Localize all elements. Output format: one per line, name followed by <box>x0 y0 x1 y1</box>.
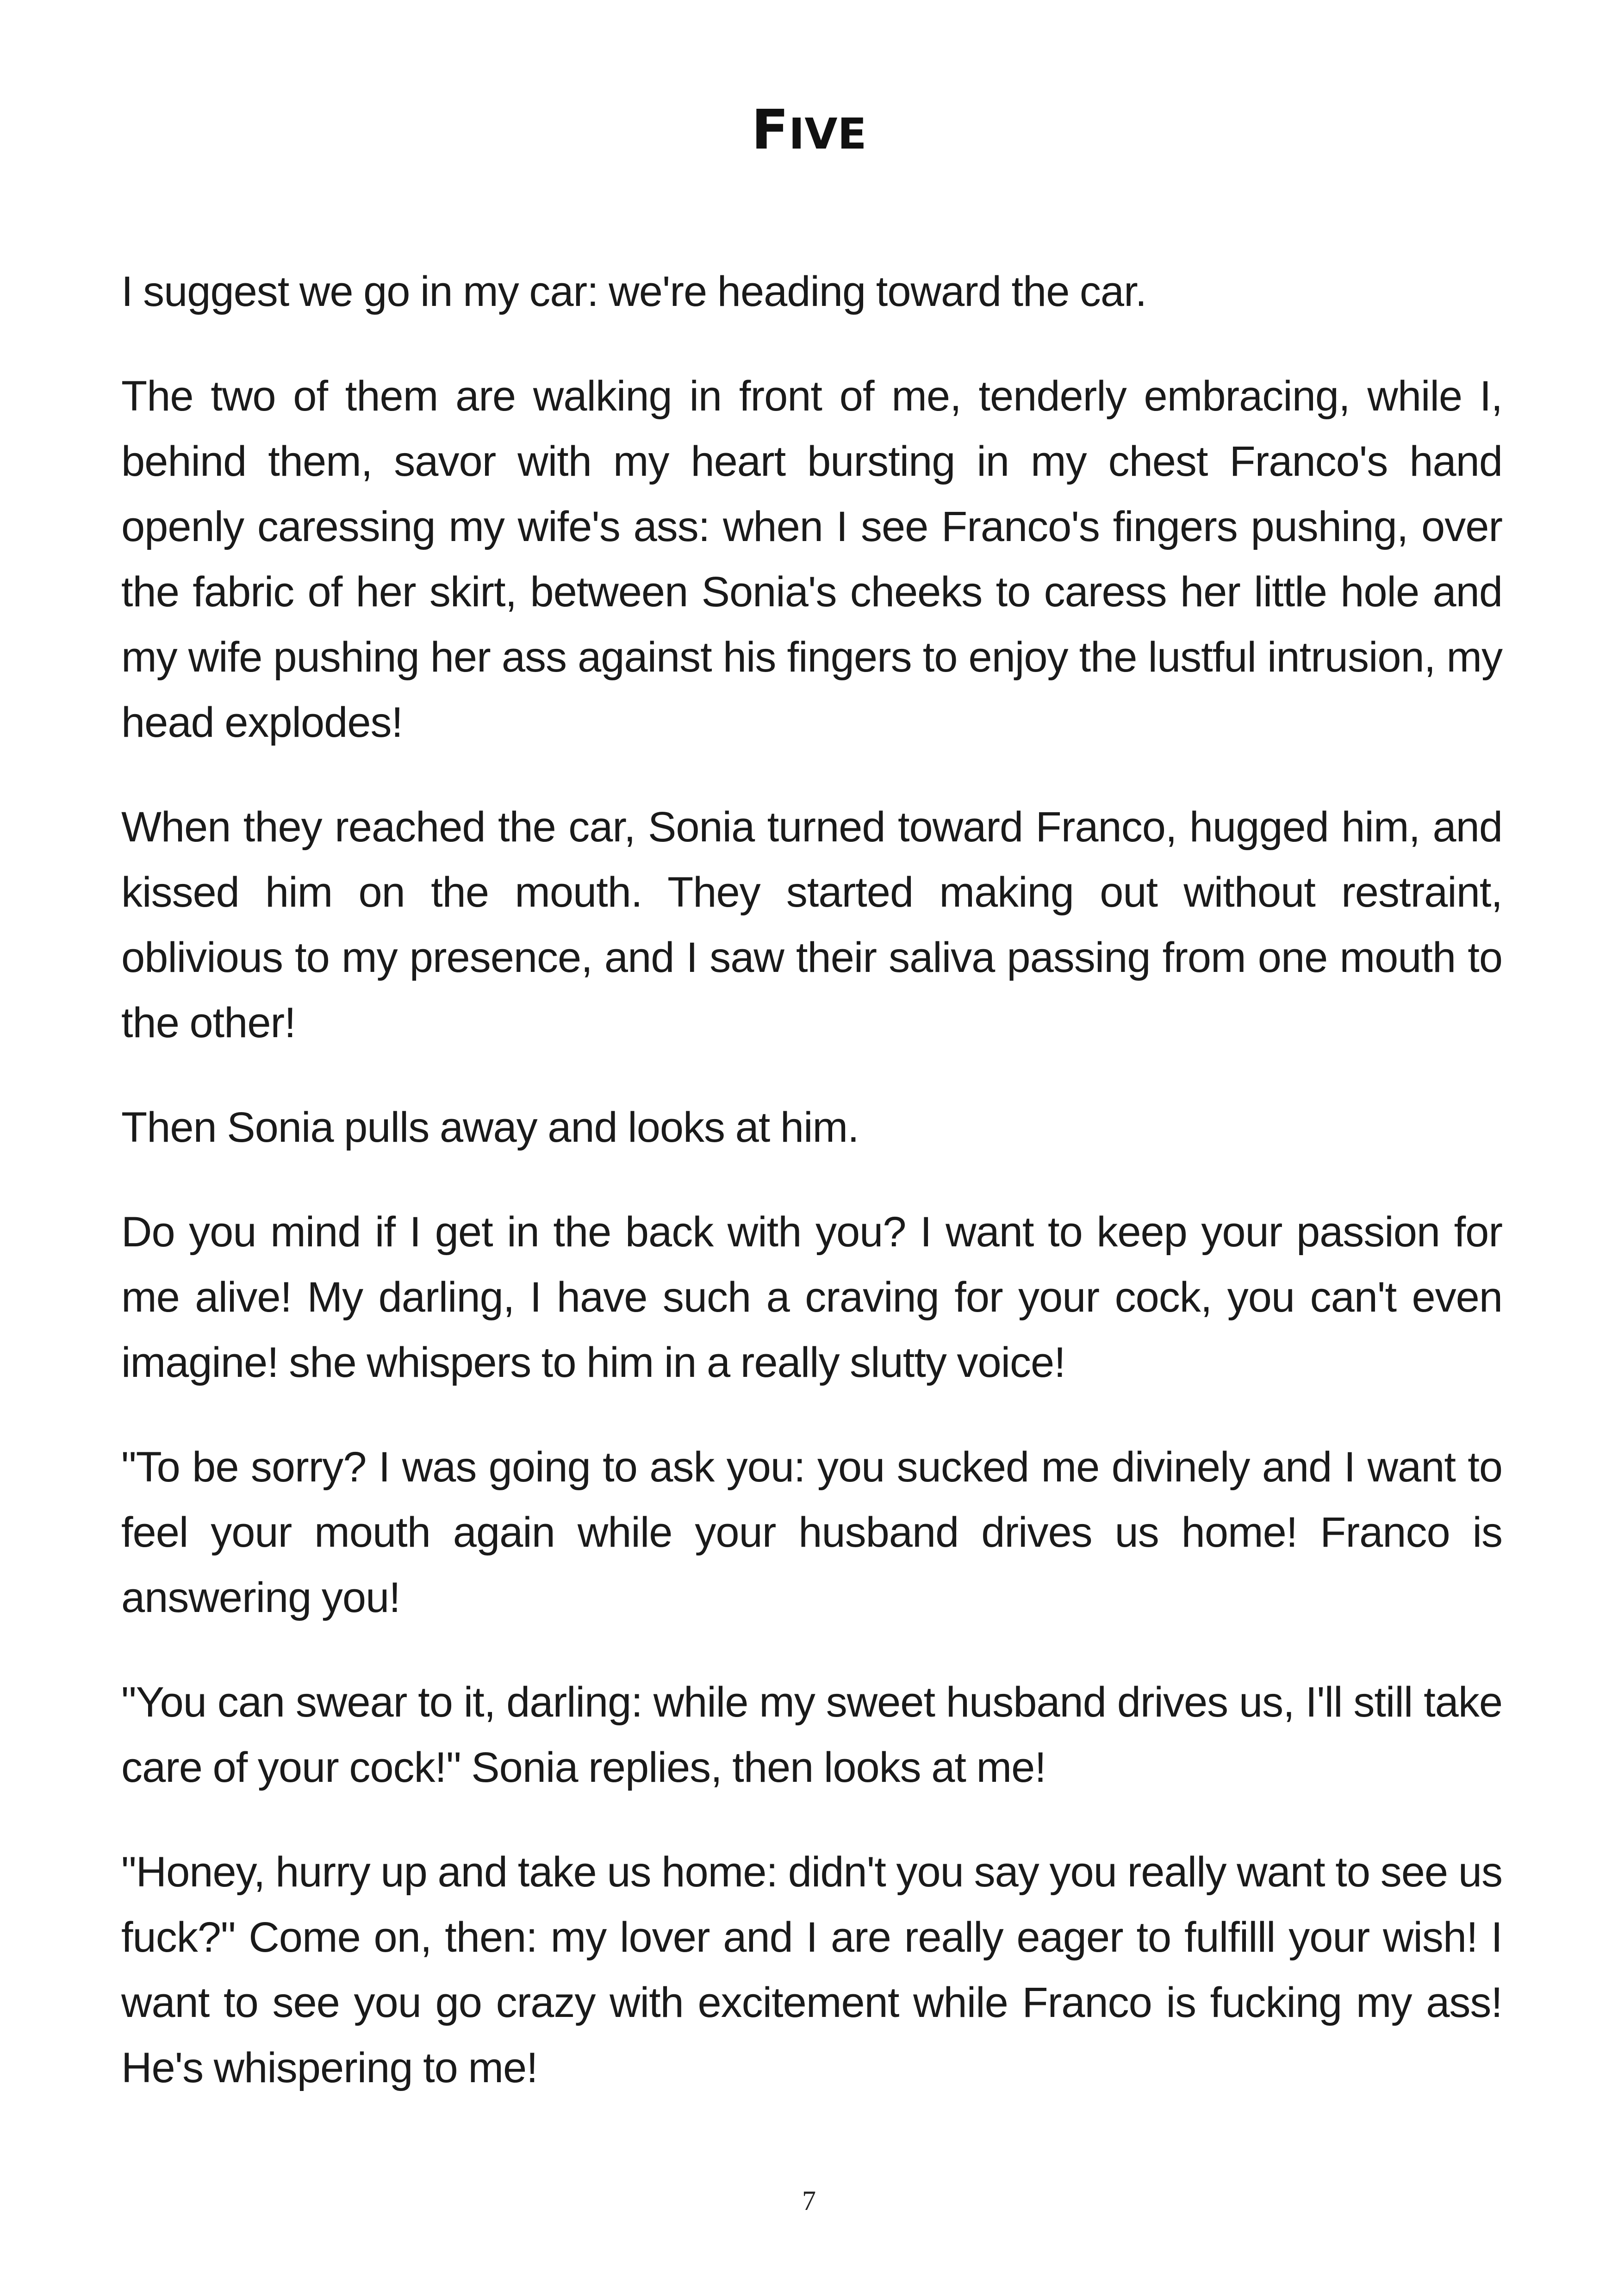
paragraph: The two of them are walking in front of me, tenderly embracing, while I, behind them, savor with my heart bursting in my chest Franco's hand openly caressing my wife's ass: when I see Franco's fingers pushing, over the fabric of her skirt, between Sonia's cheeks to caress her little hole and my wife pushing her ass against his fingers to enjoy the lustful intrusion, my head explodes! <box>121 373 1502 746</box>
paragraph: "You can swear to it, darling: while my sweet husband drives us, I'll still take care of your cock!" Sonia replies, then looks at me! <box>121 1679 1502 1791</box>
chapter-title-rest: IVE <box>789 109 867 159</box>
paragraph: When they reached the car, Sonia turned toward Franco, hugged him, and kissed him on the mouth. They started making out without restraint, oblivious to my presence, and I saw their saliva passing from one mouth to the other! <box>121 803 1502 1046</box>
chapter-body <box>121 259 1502 2140</box>
page-number: 7 <box>802 2185 816 2216</box>
paragraph: "To be sorry? I was going to ask you: you sucked me divinely and I want to feel your mouth again while your husband drives us home! Franco is answering you! <box>121 1444 1502 1621</box>
paragraph: Then Sonia pulls away and looks at him. <box>121 1104 859 1151</box>
paragraph: I suggest we go in my car: we're heading toward the car. <box>121 268 1147 315</box>
chapter-title-initial: F <box>751 98 789 162</box>
paragraph: Do you mind if I get in the back with you? I want to keep your passion for me alive! My darling, I have such a craving for your cock, you can't even imagine! she whispers to him in a really slutty voice! <box>121 1208 1502 1386</box>
chapter-title <box>0 95 1618 169</box>
paragraph: "Honey, hurry up and take us home: didn't you say you really want to see us fuck?" Come on, then: my lover and I are really eager to fulfilll your wish! I want to see you go crazy with excitement while Franco is fucking my ass! He's whispering to me! <box>121 1848 1502 2091</box>
